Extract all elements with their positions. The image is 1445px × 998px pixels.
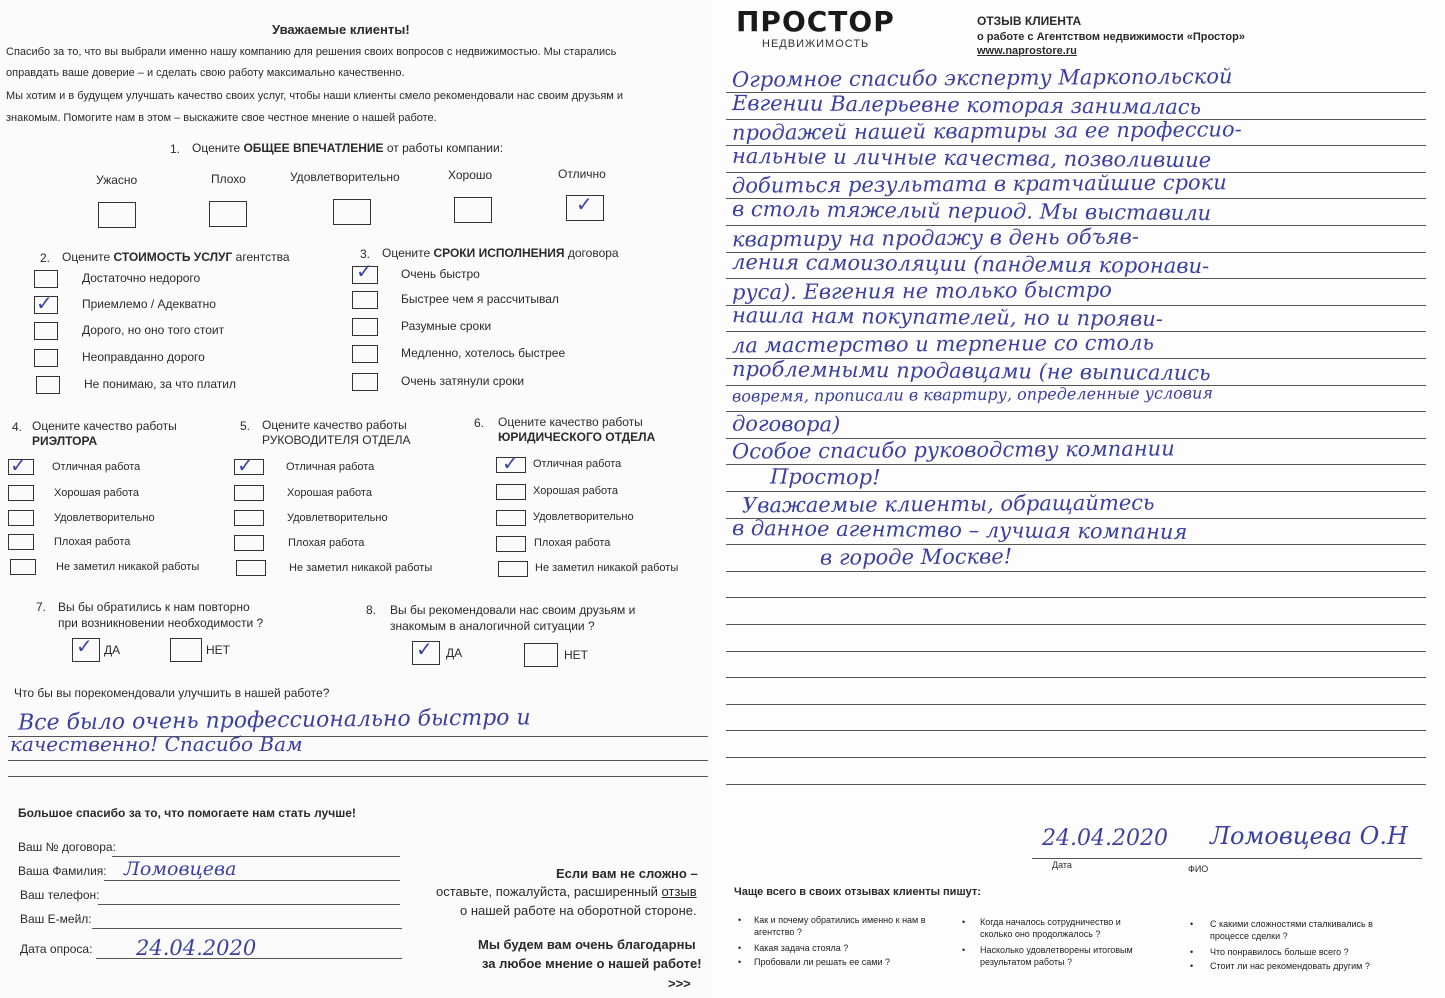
q7-title-1: Вы бы обратились к нам повторно [58,600,250,614]
q6-title-2: ЮРИДИЧЕСКОГО ОТДЕЛА [498,430,656,444]
q5-checkbox-5[interactable] [236,560,266,576]
q5-checkbox-3[interactable] [234,510,264,526]
fio-signature-line [1192,858,1422,859]
q6-option-4: Плохая работа [534,537,611,549]
q2-option-5: Не понимаю, за что платил [84,377,237,391]
bullet-icon: • [1190,919,1194,929]
q8-yes-label: ДА [446,646,463,660]
q4-option-1: Отличная работа [52,461,141,473]
closing-line-3: о нашей работе на оборотной стороне. [460,903,697,918]
q6-title-1: Оцените качество работы [498,415,643,429]
q6-checkbox-3[interactable] [496,510,526,526]
q6-option-5: Не заметил никакой работы [535,562,679,574]
closing-line-5: за любое мнение о нашей работе! [482,956,702,971]
phone-field[interactable] [98,904,400,905]
q4-checkbox-4[interactable] [8,534,34,550]
q7-number: 7. [36,600,47,614]
review-line: нальные и личные качества, позволившие [731,143,1212,172]
q4-checkbox-2[interactable] [8,485,34,501]
q5-title-2: РУКОВОДИТЕЛЯ ОТДЕЛА [262,433,411,447]
q2-checkbox-1[interactable] [34,270,58,288]
header-title: ОТЗЫВ КЛИЕНТА [977,14,1082,28]
arrows-icon: >>> [668,976,691,991]
email-label: Ваш Е-мейл: [20,912,92,926]
phone-label: Ваш телефон: [20,888,100,902]
review-line: Евгении Валерьевне которая занималась [731,90,1202,119]
closing-line-2: оставьте, пожалуйста, расширенный отзыв [436,884,697,899]
review-ruled-line [726,677,1426,678]
check-mark-icon: ✓ [502,451,519,475]
header-subtitle: о работе с Агентством недвижимости «Простор» [977,31,1245,43]
q7-no-label: НЕТ [206,643,230,657]
contract-label: Ваш № договора: [18,840,116,854]
q7-title-2: при возникновении необходимости ? [58,616,264,630]
surname-value: Ломовцева [124,858,237,880]
q2-checkbox-3[interactable] [34,322,58,340]
q4-number: 4. [12,420,23,434]
review-ruled-line [726,757,1426,758]
hint-item: • Какая задача стояла ? [738,943,849,953]
q3-checkbox-4[interactable] [352,345,378,363]
bullet-icon: • [738,957,742,967]
q1-number: 1. [170,142,181,156]
bullet-icon: • [1190,961,1194,971]
q3-option-1: Очень быстро [401,267,480,281]
q4-option-4: Плохая работа [54,536,131,548]
answer-line [8,776,708,777]
review-page [712,0,1445,998]
q5-option-1: Отличная работа [286,461,375,473]
improve-answer-1: Все было очень профессионально быстро и [17,705,531,736]
q2-number: 2. [40,251,51,265]
logo [736,6,895,50]
q6-checkbox-4[interactable] [496,536,526,552]
review-line: в городе Москве! [819,544,1013,570]
q8-title-2: знакомым в аналогичной ситуации ? [390,619,595,633]
review-line: Особое спасибо руководству компании [731,436,1175,464]
q1-option-label-good: Хорошо [448,168,493,182]
answer-line [8,760,708,761]
check-mark-icon: ✓ [10,453,27,477]
q3-number: 3. [360,247,371,261]
q6-option-3: Удовлетворительно [533,511,634,523]
check-mark-icon: ✓ [237,453,254,477]
review-line: Уважаемые клиенты, обращайтесь [741,490,1155,518]
q8-number: 8. [366,603,377,617]
q8-title-1: Вы бы рекомендовали нас своим друзьям и [390,603,636,617]
q1-checkbox-awful[interactable] [98,202,136,228]
review-ruled-line [726,704,1426,705]
hint-item: • Что понравилось больше всего ? [1190,947,1349,957]
improve-answer-2: качественно! Спасибо Вам [10,732,303,756]
q8-checkbox-no[interactable] [524,643,558,667]
bullet-icon: • [1190,947,1194,957]
hints-col-2 [958,916,1148,968]
intro-text-1b: оправдать ваше доверие – и сделать свою работу максимально качественно. [6,67,405,79]
q6-option-2: Хорошая работа [533,485,618,497]
bullet-icon: • [738,943,742,953]
hint-item: • Когда началось сотрудничество и сколько оно продолжалось ? [962,917,1121,939]
review-line: квартиру на продажу в день объяв- [731,224,1140,252]
hint-item: • С какими сложностями сталкивались в процессе сделки ? [1190,919,1373,941]
q2-option-3: Дорого, но оно того стоит [82,323,225,337]
review-ruled-line [726,597,1426,598]
date-label: Дата опроса: [20,942,93,956]
q1-checkbox-good[interactable] [454,197,492,223]
q7-yes-label: ДА [104,643,121,657]
q2-checkbox-4[interactable] [34,349,58,367]
check-mark-icon: ✓ [416,637,433,661]
check-mark-icon: ✓ [36,291,53,315]
q3-option-3: Разумные сроки [401,319,492,333]
q1-option-label-excellent: Отлично [558,167,606,181]
email-field[interactable] [92,928,402,929]
q2-option-1: Достаточно недорого [82,271,201,285]
q6-checkbox-2[interactable] [496,484,526,500]
review-line: ла мастерство и терпение со столь [731,330,1154,358]
q3-option-5: Очень затянули сроки [401,374,525,388]
review-line: в данное агентство – лучшая компания [731,516,1188,545]
header-url[interactable]: www.naprostore.ru [977,45,1077,57]
q3-checkbox-5[interactable] [352,373,378,391]
closing-line-1: Если вам не сложно – [556,866,698,881]
intro-text-2a: Мы хотим и в будущем улучшать качество своих услуг, чтобы наши клиенты смело рекомендовали нас своим друзьям и [6,90,624,102]
bullet-icon: • [738,915,742,925]
q4-title-2: РИЭЛТОРА [32,434,98,448]
q2-checkbox-5[interactable] [36,376,60,394]
greeting: Уважаемые клиенты! [272,22,410,37]
q4-option-5: Не заметил никакой работы [56,561,200,573]
hint-item: • Насколько удовлетворены итоговым результатом работы ? [962,945,1133,967]
q5-title-1: Оцените качество работы [262,418,407,432]
q1-option-label-ok: Удовлетворительно [290,170,400,184]
hint-item: • Стоит ли нас рекомендовать другим ? [1190,961,1370,971]
review-line: Простор! [769,464,881,490]
hints-title: Чаще всего в своих отзывах клиенты пишут: [734,886,981,898]
q3-option-2: Быстрее чем я рассчитывал [401,292,559,306]
review-ruled-line [726,730,1426,731]
improve-question: Что бы вы порекомендовали улучшить в нашей работе? [14,686,330,700]
bullet-icon: • [962,917,966,927]
surname-label: Ваша Фамилия: [18,864,107,878]
q4-option-2: Хорошая работа [54,487,139,499]
review-ruled-line [726,624,1426,625]
q1-option-label-awful: Ужасно [96,173,138,187]
q5-option-3: Удовлетворительно [287,512,388,524]
review-line: ления самоизоляции (пандемия коронави- [731,250,1210,279]
review-line: Огромное спасибо эксперту Маркопольской [731,64,1233,92]
review-line: в столь тяжелый период. Мы выставили [731,196,1212,226]
review-line: добиться результата в кратчайшие сроки [731,170,1227,199]
q4-title-1: Оцените качество работы [32,419,177,433]
q5-checkbox-4[interactable] [234,535,264,551]
q5-option-5: Не заметил никакой работы [289,562,433,574]
review-line: вовремя, прописали в квартиру, определенные условия [731,383,1213,406]
q2-option-2: Приемлемо / Адекватно [82,297,216,311]
q3-title: Оцените СРОКИ ИСПОЛНЕНИЯ договора [382,246,619,260]
q6-checkbox-5[interactable] [498,561,528,577]
logo-sub: НЕДВИЖИМОСТЬ [762,38,870,50]
q1-checkbox-bad[interactable] [209,201,247,227]
check-mark-icon: ✓ [76,634,93,658]
q3-checkbox-2[interactable] [352,291,378,309]
q7-checkbox-no[interactable] [170,638,202,662]
q1-title: Оцените ОБЩЕЕ ВПЕЧАТЛЕНИЕ от работы компании: [192,141,504,155]
signature-name: Ломовцева О.Н [1210,822,1408,850]
hint-item: • Пробовали ли решать ее сами ? [738,957,890,967]
review-ruled-line [726,651,1426,652]
review-ruled-line [726,784,1426,785]
hints-col-1 [734,914,954,968]
review-line: проблемными продавцами (не выписались [731,356,1211,385]
thanks-text: Большое спасибо за то, что помогаете нам стать лучше! [18,806,356,820]
q1-checkbox-ok[interactable] [333,199,371,225]
logo-main: ПРОСТОР [736,5,895,38]
intro-text-2b: знакомым. Помогите нам в этом – выскажите свое честное мнение о нашей работе. [6,112,437,124]
review-line: руса). Евгения не только быстро [731,277,1112,305]
q2-option-4: Неоправданно дорого [82,350,205,364]
q5-option-2: Хорошая работа [287,487,372,499]
hints-col-3 [1186,918,1386,972]
review-line: продажей нашей квартиры за ее профессио- [731,117,1242,145]
surname-field[interactable] [104,880,400,881]
q2-title: Оцените СТОИМОСТЬ УСЛУГ агентства [62,250,290,264]
date-caption: Дата [1052,860,1072,870]
q5-checkbox-2[interactable] [234,485,264,501]
q3-checkbox-3[interactable] [352,318,378,336]
q4-option-3: Удовлетворительно [54,512,155,524]
signature-date: 24.04.2020 [1042,826,1168,851]
q5-number: 5. [240,419,251,433]
survey-page [0,0,712,998]
q4-checkbox-5[interactable] [10,559,36,575]
review-line: договора) [731,411,841,437]
q6-number: 6. [474,416,485,430]
contract-field[interactable] [112,856,400,857]
closing-line-4: Мы будем вам очень благодарны [478,937,696,952]
fio-caption: ФИО [1188,864,1209,874]
q8-no-label: НЕТ [564,648,588,662]
review-line: нашла нам покупателей, но и прояви- [731,303,1164,332]
q6-option-1: Отличная работа [533,458,622,470]
intro-text-1a: Спасибо за то, что вы выбрали именно нашу компанию для решения своих вопросов с недвижимостью. Мы старались [6,46,617,58]
q4-checkbox-3[interactable] [8,510,34,526]
date-signature-line [1032,858,1192,859]
check-mark-icon: ✓ [576,192,593,216]
review-ruled-line [726,571,1426,572]
bullet-icon: • [962,945,966,955]
date-value: 24.04.2020 [136,936,257,960]
check-mark-icon: ✓ [356,259,373,283]
q1-option-label-bad: Плохо [211,172,246,186]
hint-item: • Как и почему обратились именно к нам в агентство ? [738,915,926,937]
q3-option-4: Медленно, хотелось быстрее [401,346,566,360]
q5-option-4: Плохая работа [288,537,365,549]
